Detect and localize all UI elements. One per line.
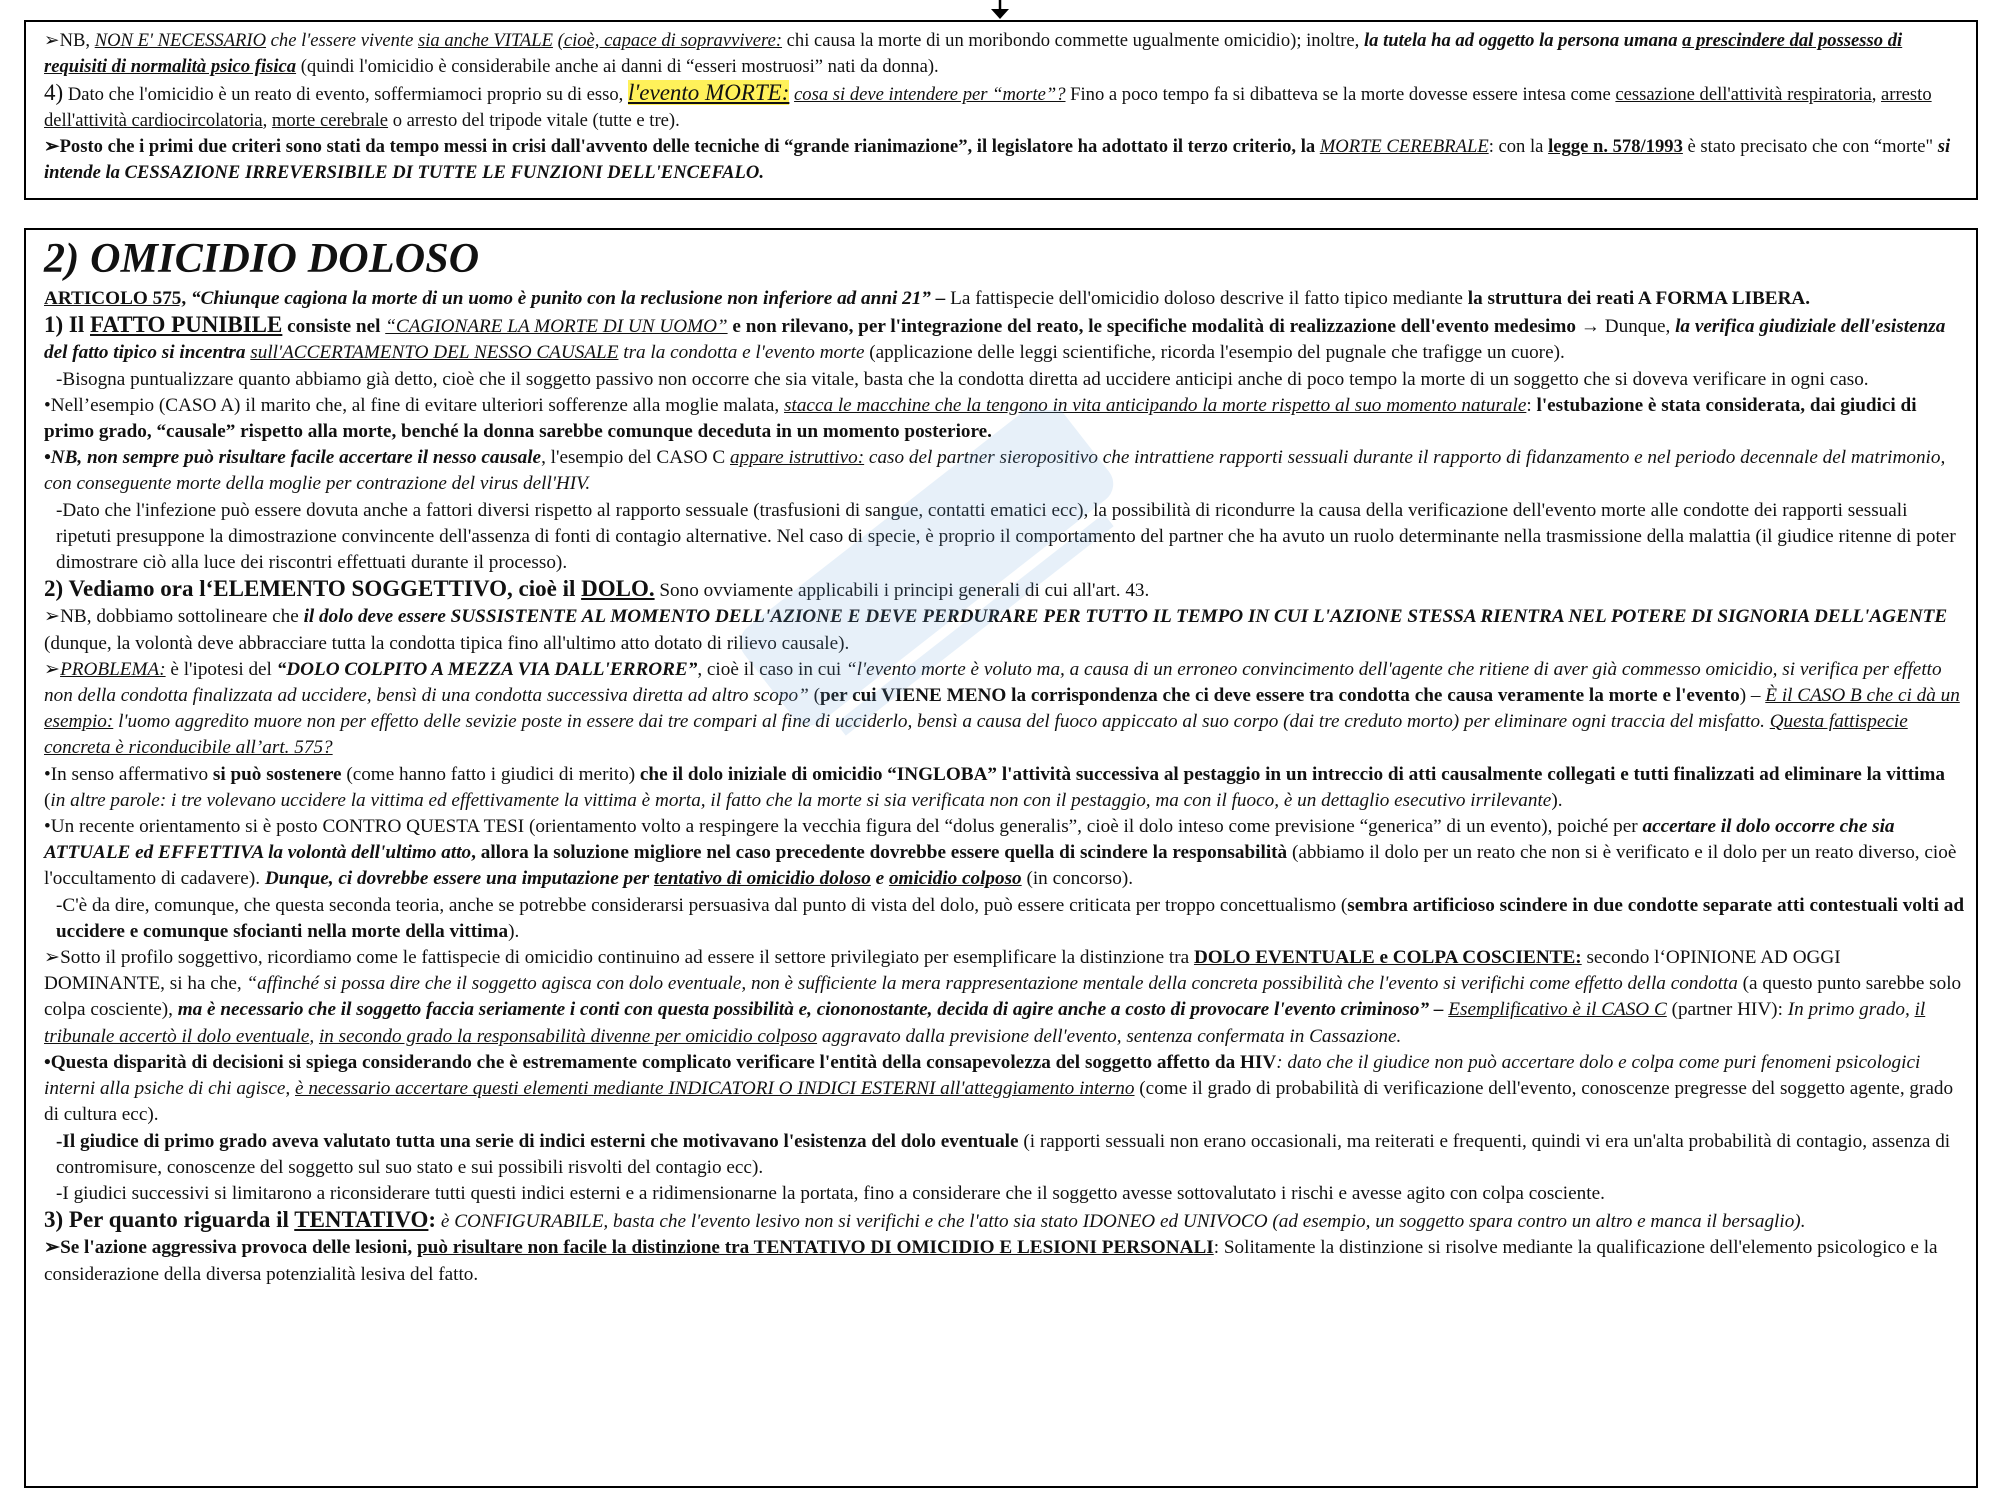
text: o arresto del tripode vitale (tutte e tre).	[388, 110, 680, 131]
section-title: 2) OMICIDIO DOLOSO	[44, 236, 480, 282]
bullet-arrow: ➢	[44, 658, 61, 680]
criterion-text: arresto dell'attività cardiocircolatoria	[44, 84, 1932, 131]
infezione-paragraph: -Dato che l'infezione può essere dovuta anche a fattori diversi rispetto al rapporto sessuale (trasfusioni di sangue, contatti ematici ecc), la possibilità di ricondurre la causa della verificazione dell'evento morte alle condotte dei rapporti sessuali ripetuti presuppone la dimostrazione convincente dell'assenza di fonti di contagio alternative. Nel caso di specie, è proprio il comportamento del partner che ha avuto un ruolo determinante nella trasmissione della malattia (il giudice ritenne di poter dimostrare ciò alla luce dei riscontri effettuati durante il processo).	[56, 499, 1956, 574]
dolo-eventuale-text: DOLO EVENTUALE e COLPA COSCIENTE:	[1193, 947, 1582, 969]
text: -Il giudice di primo grado aveva valutato tutta una serie di indici esterni che motivavano l'esistenza del dolo eventuale	[56, 1130, 1019, 1152]
caso-a-paragraph	[44, 393, 1964, 445]
text: •NB, non sempre può risultare facile accertare il nesso causale	[44, 447, 542, 469]
tutela-text: la tutela ha ad oggetto la persona umana	[1363, 30, 1683, 51]
text: , allora la soluzione migliore nel caso precedente dovrebbe essere quella di scindere la responsabilità	[471, 842, 1288, 864]
text: (a questo punto sarebbe solo colpa cosciente),	[44, 973, 1962, 1021]
text: (quindi l'omicidio è considerabile anche ai danni di “esseri mostruosi” nati da donna).	[296, 56, 939, 77]
text: e non rilevano, per l'integrazione del reato, le specifiche modalità di realizzazione dell'evento medesimo →	[727, 316, 1605, 338]
cagionare-text: “CAGIONARE LA MORTE DI UN UOMO”	[385, 316, 728, 338]
text: “l'evento morte è voluto ma, a causa di un erroneo convincimento dell'agente che ritiene di aver già commesso omicidio, si verifica per effetto non della condotta finalizzata ad uccidere, bensì di una condotta successiva diretta ad altro scopo”	[44, 658, 1942, 707]
text: •Un recente orientamento si è posto CONTRO QUESTA TESI (orientamento volto a respingere la vecchia figura del “dolus generalis”, cioè il dolo inteso come previsione “generica” di un evento), poiché per	[44, 816, 1643, 838]
evento-morte-highlight: l'evento MORTE:	[627, 80, 790, 105]
text: (	[44, 789, 51, 811]
not-needed-text: NON E' NECESSARIO	[94, 30, 267, 51]
text: è stato precisato che con “morte"	[1682, 136, 1938, 157]
omicidio-doloso-box	[24, 228, 1978, 1488]
text: chi causa la morte di un moribondo commette ugualmente omicidio); inoltre,	[782, 30, 1364, 51]
text: 2) Vediamo ora l‘ELEMENTO SOGGETTIVO, cioè il	[44, 576, 582, 602]
text: :	[428, 1207, 437, 1233]
text: ➢Posto che i primi due criteri sono stati da tempo messi in crisi dall'avvento delle tecniche di “grande rianimazione”, il legislatore ha adottato il terzo criterio, la	[44, 136, 1320, 157]
fatto-punibile-paragraph	[44, 312, 1964, 366]
successivi-paragraph: -I giudici successivi si limitarono a riconsiderare tutti questi indici esterni e a ridimensionarne la portata, fino a considerare che il soggetto avesse sottovalutato i rischi e avesse agito con colpa cosciente.	[56, 1182, 1605, 1204]
nesso-causale-text: sull'ACCERTAMENTO DEL NESSO CAUSALE	[250, 342, 619, 364]
caso-b-text: È il CASO B che ci dà un esempio:	[44, 685, 1960, 733]
prescindere-text: a prescindere dal possesso di requisiti di normalità psico fisica	[44, 30, 1903, 77]
problema-label: PROBLEMA:	[60, 658, 166, 680]
dolo-eventuale-paragraph	[44, 945, 1964, 1050]
text: : con la	[1488, 136, 1549, 157]
text: ,	[309, 1025, 319, 1047]
colposo-text: omicidio colposo	[888, 868, 1022, 890]
giudice-paragraph	[44, 1129, 1964, 1181]
text: (i rapporti sessuali non erano occasionali, ma reiterati e frequenti, quindi vi era un'alta probabilità di contagio, assenza di contromisure, conoscenze del soggetto sul suo stato e sui possibili risvolti del contagio ecc).	[56, 1130, 1951, 1178]
tentativo-text: tentativo di omicidio doloso	[653, 868, 871, 890]
text: (dunque, la volontà deve abbracciare tutta la condotta tipica fino all'ultimo atto dotato di rilievo causale).	[44, 632, 850, 654]
text: sembra artificioso scindere in due condotte separate atti contestuali volti ad uccidere e comunque sfocianti nella morte della vittima	[56, 894, 1965, 942]
problema-paragraph	[44, 657, 1964, 762]
caso-c-paragraph	[44, 445, 1964, 497]
text: per cui VIENE MENO la corrispondenza che ci deve essere tra condotta che causa veramente la morte e l'evento	[819, 685, 1740, 707]
text: •In senso affermativo	[44, 763, 213, 785]
text: si può sostenere	[212, 763, 342, 785]
text: Sono ovviamente applicabili i principi generali di cui all'art. 43.	[654, 580, 1150, 602]
text: Dunque, ci dovrebbe essere una imputazione per	[264, 868, 654, 890]
fatto-punibile-text: FATTO PUNIBILE	[90, 312, 283, 338]
recente-paragraph	[44, 814, 1964, 893]
text: (in concorso).	[1021, 868, 1134, 890]
caso-c-text: Esemplificativo è il CASO C	[1448, 999, 1667, 1021]
text: Dunque,	[1604, 316, 1676, 338]
continuation-box	[24, 20, 1978, 200]
text: “DOLO COLPITO A MEZZA VIA DALL'ERRORE”	[276, 658, 698, 680]
question-text: cosa si deve intendere per “morte”?	[794, 84, 1066, 105]
affermativo-paragraph	[44, 762, 1964, 814]
text: aggravato dalla previsione dell'evento, sentenza confermata in Cassazione.	[817, 1025, 1402, 1047]
indici-esterni-text: è necessario accertare questi elementi mediante INDICATORI O INDICI ESTERNI all'atteggiamento interno	[295, 1078, 1135, 1100]
elemento-soggettivo-paragraph	[44, 576, 1964, 604]
text: , l'esempio del CASO C	[541, 447, 730, 469]
separator: ,	[1871, 84, 1882, 105]
text: •Questa disparità di decisioni si spiega considerando che è estremamente complicato verificare l'entità della consapevolezza del soggetto affetto da HIV	[44, 1051, 1277, 1073]
text: la verifica giudiziale dell'esistenza del fatto tipico si incentra	[44, 316, 1946, 364]
dolo-text: DOLO.	[581, 576, 655, 602]
capace-text: (cioè, capace di sopravvivere:	[557, 30, 783, 51]
nb-dolo-paragraph	[44, 604, 1964, 656]
text: : Solitamente la distinzione si risolve mediante la qualificazione dell'elemento psicologico e la considerazione della diversa potenzialità lesiva del fatto.	[44, 1237, 1938, 1285]
text: tra la condotta e l'evento morte	[618, 342, 865, 364]
criterion-text: morte cerebrale	[271, 110, 389, 131]
definition-text: si intende la CESSAZIONE IRREVERSIBILE DI TUTTE LE FUNZIONI DELL'ENCEFALO.	[44, 136, 1951, 183]
text: (applicazione delle leggi scientifiche, ricorda l'esempio del pugnale che trafigge un cuore).	[864, 342, 1565, 364]
text: : dato che il giudice non può accertare dolo e colpa come puri fenomeni psicologici interni alla psiche di chi agisce,	[44, 1051, 1921, 1100]
text: secondo l‘OPINIONE AD OGGI DOMINANTE, si ha che,	[44, 947, 1841, 995]
text: ma è necessario che il soggetto faccia seriamente i conti con questa possibilità e, ciononostante, decida di agire anche a costo di provocare l'evento criminoso” –	[177, 999, 1444, 1021]
distinzione-text: può risultare non facile la distinzione tra TENTATIVO DI OMICIDIO E LESIONI PERSONALI	[417, 1237, 1214, 1259]
text: La fattispecie dell'omicidio doloso descrive il fatto tipico mediante	[945, 288, 1468, 309]
text: In primo grado,	[1787, 999, 1915, 1021]
articolo-paragraph	[44, 286, 1964, 312]
text: 3) Per quanto riguarda il	[44, 1207, 295, 1233]
tribunale-text: il tribunale accertò il dolo eventuale	[44, 999, 1926, 1047]
posto-paragraph	[44, 134, 1964, 186]
text: che il dolo iniziale di omicidio “INGLOBA” l'attività successiva al pestaggio in un intreccio di atti causalmente collegati e tutti finalizzati ad eliminare la vittima	[639, 763, 1945, 785]
critica-paragraph	[44, 893, 1964, 945]
text: l'uomo aggredito muore non per effetto delle sevizie poste in essere dai tre compari al fine di ucciderlo, bensì a causa del fuoco appiccato al suo corpo (dai tre creduto morto) per eliminare ogni traccia del misfatto.	[113, 711, 1770, 733]
text: (abbiamo il dolo per un reato che non si è verificato e il dolo per un reato diverso, cioè l'occultamento di cadavere).	[44, 842, 1957, 890]
text: , cioè il caso in cui	[697, 658, 846, 680]
legge-text: legge n. 578/1993	[1548, 136, 1683, 157]
text: •Nell’esempio (CASO A) il marito che, al fine di evitare ulteriori sofferenze alla moglie malata,	[44, 394, 785, 416]
text: e	[870, 868, 889, 890]
puntualizzare-paragraph: -Bisogna puntualizzare quanto abbiamo già detto, cioè che il soggetto passivo non occorre che sia vitale, basta che la condotta diretta ad uccidere anticipi anche di poco tempo la morte di un soggetto che si doveva verificare in ogni caso.	[56, 368, 1869, 390]
text: Dato che l'omicidio è un reato di evento, soffermiamoci proprio su di esso,	[63, 84, 628, 105]
forma-libera-text: la struttura dei reati A FORMA LIBERA.	[1467, 288, 1811, 309]
criterion-text: cessazione dell'attività respiratoria	[1615, 84, 1872, 105]
text: (partner HIV):	[1666, 999, 1788, 1021]
evento-morte-paragraph	[44, 80, 1964, 134]
text: ) –	[1739, 685, 1766, 707]
stacca-text: stacca le macchine che la tengono in vita anticipando la morte rispetto al suo momento naturale	[784, 394, 1527, 416]
text: Fino a poco tempo fa si dibatteva se la morte dovesse essere intesa come	[1065, 84, 1616, 105]
text: che l'essere vivente	[266, 30, 418, 51]
disparita-paragraph	[44, 1050, 1964, 1129]
down-arrow-icon	[989, 0, 1011, 20]
text: l'estubazione è stata considerata, dai giudici di primo grado, “causale” rispetto alla morte, benché la donna sarebbe comunque deceduta in un momento posteriore.	[44, 394, 1917, 443]
text: consiste nel	[282, 316, 386, 338]
article-quote: “Chiunque cagiona la morte di un uomo è punito con la reclusione non inferiore ad anni 21” –	[186, 288, 946, 309]
nb-vitale-paragraph	[44, 28, 1964, 80]
text: :	[1526, 394, 1532, 416]
text: ➢Sotto il profilo soggettivo, ricordiamo come le fattispecie di omicidio continuino ad essere il settore privilegiato per esemplificare la distinzione tra	[44, 947, 1194, 969]
text: in altre parole: i tre volevano uccidere la vittima ed effettivamente la vittima è morta, il fatto che la morte si sia verificata non con il pestaggio, ma con il fuoco, è un dettaglio esecutivo irrilevante	[50, 789, 1552, 811]
text: ➢Se l'azione aggressiva provoca delle lesioni,	[44, 1237, 417, 1259]
nb-prefix: ➢NB,	[44, 30, 95, 51]
text: ).	[508, 920, 520, 942]
text: è CONFIGURABILE, basta che l'evento lesivo non si verifichi e che l'atto sia stato IDONEO ed UNIVOCO (ad esempio, un soggetto spara contro un altro e manca il bersaglio).	[436, 1211, 1806, 1233]
item-number: 4)	[44, 80, 64, 105]
istruttivo-text: appare istruttivo:	[730, 447, 865, 469]
text: (	[808, 685, 820, 707]
lesioni-paragraph	[44, 1235, 1964, 1287]
tentativo-paragraph	[44, 1207, 1964, 1235]
text: ).	[1551, 789, 1563, 811]
text: ➢NB, dobbiamo sottolineare che	[44, 606, 304, 628]
tentativo-heading: TENTATIVO	[294, 1207, 429, 1233]
text: caso del partner sieropositivo che intrattiene rapporti sessuali durante il rapporto di fidanzamento e nel periodo decennale del matrimonio, con conseguente morte della moglie per contrazione del virus dell'HIV.	[44, 447, 1946, 495]
text: “affinché si possa dire che il soggetto agisca con dolo eventuale, non è sufficiente la mera rappresentazione mentale della concreta possibilità che l'evento si verifichi come effetto della condotta	[246, 973, 1738, 995]
vitale-text: sia anche VITALE	[418, 30, 553, 51]
text: (come hanno fatto i giudici di merito)	[341, 763, 640, 785]
article-label: ARTICOLO 575,	[44, 288, 187, 309]
morte-cerebrale-text: MORTE CEREBRALE	[1319, 136, 1489, 157]
separator: ,	[262, 110, 272, 131]
text: accertare il dolo occorre che sia ATTUALE ed EFFETTIVA la volontà dell'ultimo atto	[44, 816, 1895, 864]
text: -C'è da dire, comunque, che questa seconda teoria, anche se potrebbe considerarsi persuasiva dal punto di vista del dolo, può essere criticata per troppo concettualismo (	[56, 894, 1348, 916]
text: (come il grado di probabilità di verificazione dell'evento, conoscenze pregresse del soggetto agente, grado di cultura ecc).	[44, 1078, 1954, 1126]
text: il dolo deve essere SUSSISTENTE AL MOMENTO DELL'AZIONE E DEVE PERDURARE PER TUTTO IL TEMPO IN CUI L'AZIONE STESSA RIENTRA NEL POTERE DI SIGNORIA DELL'AGENTE	[303, 606, 1948, 628]
text: è l'ipotesi del	[165, 658, 277, 680]
secondo-grado-text: in secondo grado la responsabilità divenne per omicidio colposo	[318, 1025, 818, 1047]
item-number: 1) Il	[44, 312, 90, 338]
question-text: Questa fattispecie concreta è riconducibile all’art. 575?	[44, 711, 1908, 759]
